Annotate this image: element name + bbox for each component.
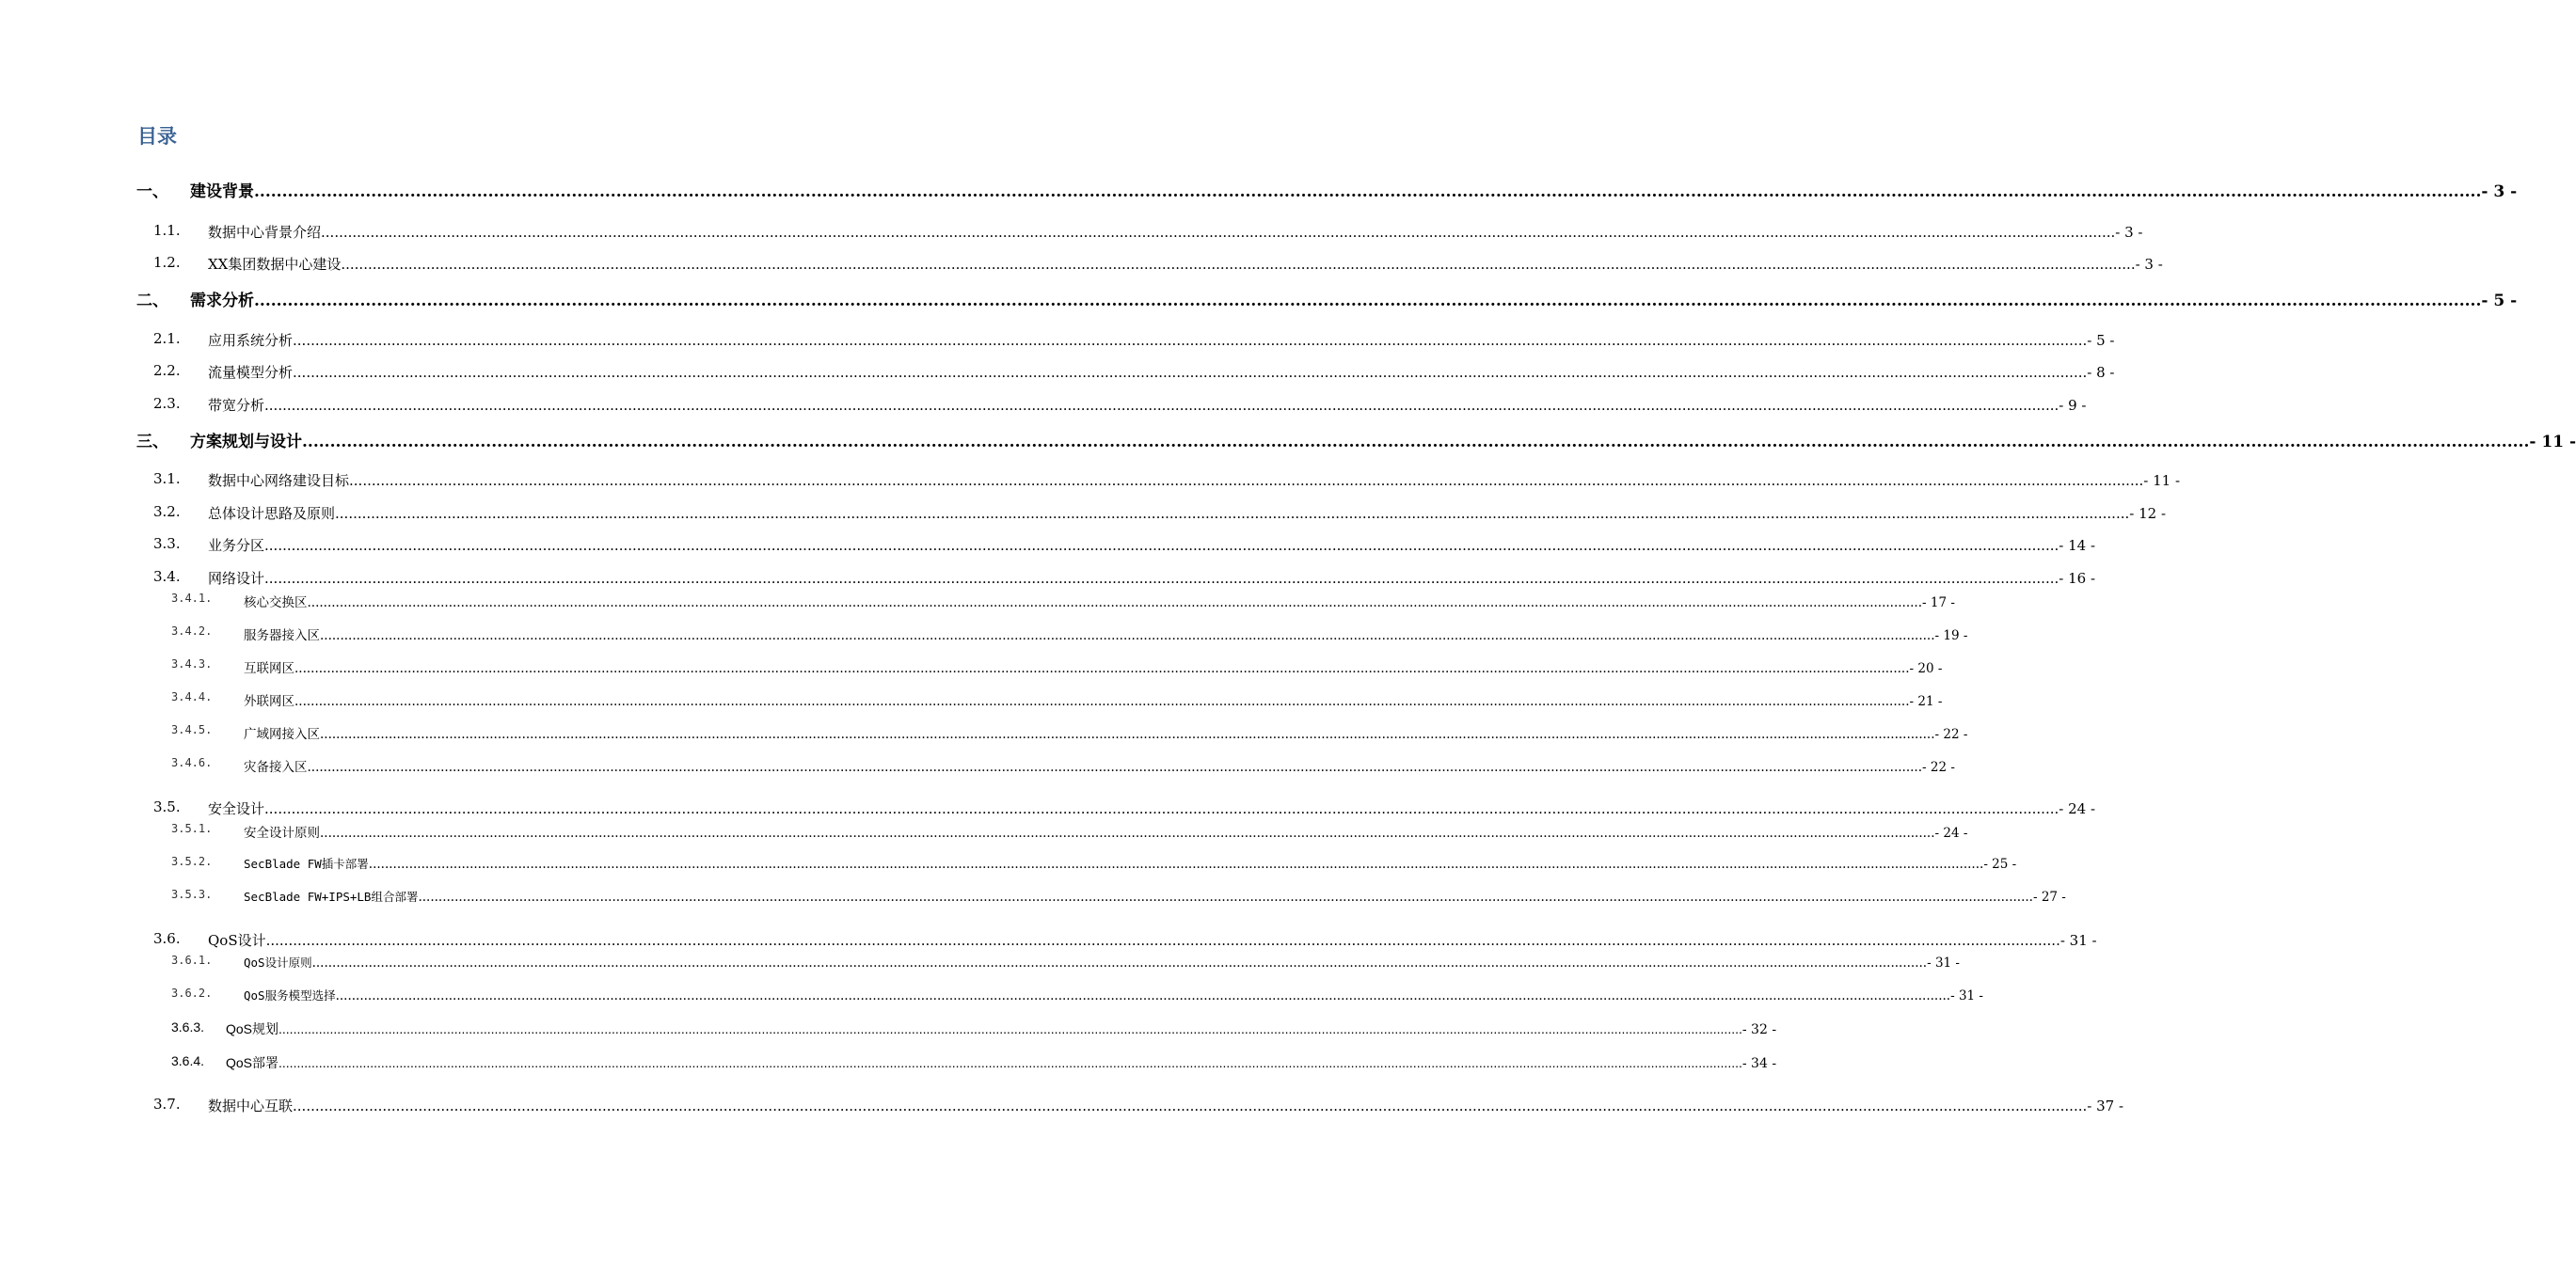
toc-entry-text: 安全设计原则 <box>244 826 320 841</box>
toc-entry-text: 安全设计 <box>208 800 265 817</box>
toc-entry-text: 方案规划与设计 <box>190 433 302 451</box>
toc-entry-3-6-2[interactable] <box>0 987 1983 1009</box>
toc-page-number: - 17 - <box>1922 595 1955 610</box>
toc-entry-2-2[interactable] <box>0 362 2115 385</box>
dot-leader: ................................................................................................................................................................................................................................................................................................................................................................................................................ <box>293 1098 2088 1114</box>
toc-number: 2.2. <box>153 362 181 379</box>
toc-page-number: - 5 - <box>2481 292 2518 310</box>
toc-entry-text: 互联网区 <box>244 661 294 676</box>
toc-number: 3.4.1. <box>171 592 213 605</box>
toc-entry-text: 业务分区 <box>208 537 265 554</box>
dot-leader: ................................................................................................................................................................................................................................................................................................................................................................................................................ <box>302 433 2530 451</box>
dot-leader: ................................................................................................................................................................................................................................................................................................................................................................................................................ <box>294 694 1910 709</box>
toc-number: 2.1. <box>153 330 181 347</box>
toc-page-number: - 5 - <box>2087 332 2115 349</box>
dot-leader: ................................................................................................................................................................................................................................................................................................................................................................................................................ <box>349 472 2144 489</box>
toc-entry-text: QoS服务模型选择 <box>244 988 336 1003</box>
toc-entry-text: 应用系统分析 <box>208 332 294 349</box>
dot-leader: ................................................................................................................................................................................................................................................................................................................................................................................................................ <box>265 932 2060 949</box>
toc-entry-3-4-5[interactable] <box>0 723 1968 746</box>
toc-entry-3-5-3[interactable] <box>0 888 2066 910</box>
toc-number: 3.5.1. <box>171 822 213 835</box>
toc-page-number: - 32 - <box>1741 1022 1777 1037</box>
toc-number: 1.1. <box>153 222 181 239</box>
dot-leader: ................................................................................................................................................................................................................................................................................................................................................................................................................ <box>264 397 2059 414</box>
toc-page-number: - 37 - <box>2087 1098 2124 1114</box>
toc-page-number: - 3 - <box>2115 224 2143 241</box>
toc-page-number: - 8 - <box>2087 364 2115 381</box>
toc-page-number: - 3 - <box>2481 182 2518 201</box>
dot-leader: ................................................................................................................................................................................................................................................................................................................................................................................................................ <box>320 826 1935 841</box>
toc-entry-text: 广域网接入区 <box>244 727 320 742</box>
toc-page-number: - 22 - <box>1934 727 1968 742</box>
toc-number: 三、 <box>136 433 168 451</box>
toc-entry-text: 网络设计 <box>208 570 265 587</box>
toc-entry-text: 数据中心背景介绍 <box>208 224 322 241</box>
toc-number: 3.4.2. <box>171 624 213 638</box>
toc-page-number: - 22 - <box>1922 760 1955 775</box>
toc-page-number: - 14 - <box>2059 537 2096 554</box>
toc-number: 3.5.2. <box>171 855 213 868</box>
toc-entry-3-4-6[interactable] <box>0 756 1955 779</box>
toc-entry-3-3[interactable] <box>0 535 2096 558</box>
toc-number: 1.2. <box>153 254 181 271</box>
toc-number: 一、 <box>136 182 168 201</box>
toc-number: 3.5. <box>153 798 181 815</box>
toc-number: 3.7. <box>153 1096 181 1113</box>
dot-leader: ................................................................................................................................................................................................................................................................................................................................................................................................................ <box>320 628 1935 643</box>
dot-leader: ................................................................................................................................................................................................................................................................................................................................................................................................................ <box>264 570 2059 587</box>
toc-entry-3[interactable] <box>0 428 2576 451</box>
toc-entry-3-4-2[interactable] <box>0 624 1968 647</box>
toc-number: 3.6.3. <box>171 1019 205 1035</box>
toc-entry-text: SecBlade FW+IPS+LB组合部署 <box>244 890 419 904</box>
toc-entry-3-5[interactable] <box>0 798 2096 821</box>
toc-entry-1-1[interactable] <box>0 222 2143 245</box>
toc-number: 3.6.4. <box>171 1053 205 1068</box>
dot-leader: ................................................................................................................................................................................................................................................................................................................................................................................................................ <box>264 800 2059 817</box>
toc-entry-2[interactable] <box>0 287 2518 310</box>
dot-leader: ................................................................................................................................................................................................................................................................................................................................................................................................................ <box>294 661 1910 676</box>
toc-entry-1[interactable] <box>0 178 2518 201</box>
toc-page-number: - 3 - <box>2135 256 2163 273</box>
toc-entry-text: 流量模型分析 <box>208 364 294 381</box>
dot-leader: ................................................................................................................................................................................................................................................................................................................................................................................................................ <box>278 1055 1742 1070</box>
toc-page-number: - 16 - <box>2059 570 2096 587</box>
toc-number: 3.6. <box>153 930 181 947</box>
toc-number: 3.4.5. <box>171 723 213 736</box>
toc-number: 3.1. <box>153 470 181 487</box>
toc-entry-text: 外联网区 <box>244 694 294 709</box>
toc-number: 3.4.4. <box>171 690 213 703</box>
toc-entry-3-4-1[interactable] <box>0 592 1955 614</box>
toc-page-number: - 11 - <box>2143 472 2181 489</box>
dot-leader: ................................................................................................................................................................................................................................................................................................................................................................................................................ <box>264 537 2059 554</box>
dot-leader: ................................................................................................................................................................................................................................................................................................................................................................................................................ <box>311 956 1928 971</box>
dot-leader: ................................................................................................................................................................................................................................................................................................................................................................................................................ <box>418 890 2033 905</box>
toc-entry-text: 需求分析 <box>190 292 254 310</box>
toc-entry-text: XX集团数据中心建设 <box>208 256 342 273</box>
toc-page-number: - 34 - <box>1741 1056 1777 1071</box>
toc-entry-3-5-1[interactable] <box>0 822 1968 845</box>
toc-page-number: - 31 - <box>1950 988 1983 1003</box>
toc-page-number: - 9 - <box>2059 397 2087 414</box>
dot-leader: ................................................................................................................................................................................................................................................................................................................................................................................................................ <box>278 1021 1742 1036</box>
toc-page-number: - 20 - <box>1909 661 1943 676</box>
toc-entry-3-6-3[interactable] <box>0 1019 1777 1042</box>
toc-entry-3-5-2[interactable] <box>0 855 2017 877</box>
toc-number: 二、 <box>136 292 168 310</box>
toc-number: 3.2. <box>153 503 181 520</box>
toc-page-number: - 24 - <box>1934 826 1968 841</box>
toc-entry-text: 核心交换区 <box>244 595 308 610</box>
toc-number: 3.4. <box>153 568 181 585</box>
toc-page-number: - 31 - <box>1927 956 1960 971</box>
toc-entry-3-6-4[interactable] <box>0 1053 1777 1076</box>
toc-number: 3.5.3. <box>171 888 213 901</box>
dot-leader: ................................................................................................................................................................................................................................................................................................................................................................................................................ <box>341 256 2136 273</box>
toc-entry-2-3[interactable] <box>0 395 2087 418</box>
toc-page-number: - 21 - <box>1909 694 1943 709</box>
toc-entry-text: SecBlade FW插卡部署 <box>244 857 369 871</box>
toc-entry-3-4-4[interactable] <box>0 690 1943 713</box>
toc-number: 3.6.1. <box>171 954 213 967</box>
toc-entry-3-2[interactable] <box>0 503 2167 526</box>
dot-leader: ................................................................................................................................................................................................................................................................................................................................................................................................................ <box>335 988 1951 1003</box>
toc-entry-3-4-3[interactable] <box>0 657 1943 680</box>
toc-number: 3.6.2. <box>171 987 213 1000</box>
dot-leader: ................................................................................................................................................................................................................................................................................................................................................................................................................ <box>293 364 2088 381</box>
toc-entry-1-2[interactable] <box>0 254 2163 276</box>
toc-entry-2-1[interactable] <box>0 330 2115 353</box>
toc-entry-text: QoS部署 <box>226 1055 279 1070</box>
toc-entry-3-1[interactable] <box>0 470 2181 493</box>
dot-leader: ................................................................................................................................................................................................................................................................................................................................................................................................................ <box>307 595 1923 610</box>
toc-number: 2.3. <box>153 395 181 412</box>
toc-entry-text: 数据中心网络建设目标 <box>208 472 350 489</box>
toc-entry-text: 建设背景 <box>190 182 254 201</box>
toc-page-number: - 27 - <box>2032 890 2066 905</box>
toc-title: 目录 <box>137 124 177 148</box>
toc-entry-3-6-1[interactable] <box>0 954 1960 976</box>
toc-page-number: - 19 - <box>1934 628 1968 643</box>
toc-entry-text: 带宽分析 <box>208 397 265 414</box>
toc-entry-3-7[interactable] <box>0 1096 2124 1118</box>
dot-leader: ................................................................................................................................................................................................................................................................................................................................................................................................................ <box>293 332 2088 349</box>
toc-page-number: - 25 - <box>1983 857 2017 872</box>
toc-page-number: - 31 - <box>2059 932 2097 949</box>
dot-leader: ................................................................................................................................................................................................................................................................................................................................................................................................................ <box>321 224 2116 241</box>
toc-number: 3.4.3. <box>171 657 213 671</box>
toc-number: 3.3. <box>153 535 181 552</box>
dot-leader: ................................................................................................................................................................................................................................................................................................................................................................................................................ <box>335 505 2130 522</box>
toc-page-number: - 11 - <box>2529 433 2576 451</box>
toc-entry-text: 总体设计思路及原则 <box>208 505 336 522</box>
toc-page-number: - 24 - <box>2059 800 2096 817</box>
dot-leader: ................................................................................................................................................................................................................................................................................................................................................................................................................ <box>254 292 2482 310</box>
toc-entry-text: QoS设计原则 <box>244 956 312 970</box>
toc-page-number: - 12 - <box>2129 505 2167 522</box>
toc-entry-3-6[interactable] <box>0 930 2097 953</box>
toc-entry-3-4[interactable] <box>0 568 2096 591</box>
toc-entry-text: 数据中心互联 <box>208 1098 294 1114</box>
toc-entry-text: QoS规划 <box>226 1021 279 1036</box>
dot-leader: ................................................................................................................................................................................................................................................................................................................................................................................................................ <box>320 727 1935 742</box>
toc-entry-text: 灾备接入区 <box>244 760 308 775</box>
toc-entry-text: 服务器接入区 <box>244 628 320 643</box>
toc-entry-text: QoS设计 <box>208 932 266 949</box>
toc-number: 3.4.6. <box>171 756 213 769</box>
dot-leader: ................................................................................................................................................................................................................................................................................................................................................................................................................ <box>254 182 2482 201</box>
dot-leader: ................................................................................................................................................................................................................................................................................................................................................................................................................ <box>368 857 1984 872</box>
dot-leader: ................................................................................................................................................................................................................................................................................................................................................................................................................ <box>307 760 1923 775</box>
